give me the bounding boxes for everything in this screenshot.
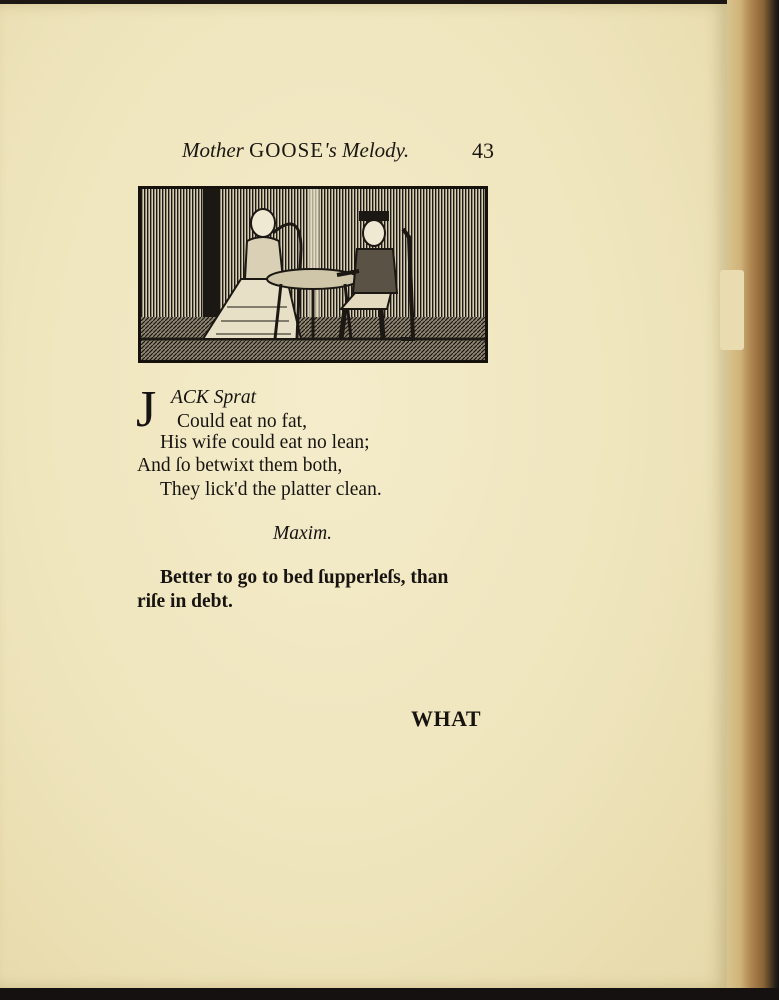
maxim-line-1: Better to go to bed ſupperleſs, than [160,567,449,588]
woodcut-illustration [138,186,488,363]
verse-line-5: They lick'd the platter clean. [160,479,382,500]
woodcut-image [141,189,485,360]
catchword: WHAT [411,706,482,731]
running-head [182,138,494,163]
maxim-heading: Maxim. [273,523,333,544]
running-head-caps: GOOSE [249,138,325,162]
running-head-italic-1: Mother [182,138,244,162]
bottom-shadow [0,988,779,1000]
page-tab [720,270,744,350]
page-edge [727,0,779,1000]
running-head-italic-2: 's Melody. [324,138,410,162]
verse-line-1: ACK Sprat [171,387,257,408]
verse-line-4: And ſo betwixt them both, [137,455,343,476]
drop-cap: J [136,381,157,438]
maxim-line-2: riſe in debt. [137,591,233,612]
page-number: 43 [472,138,494,163]
verse-line-3: His wife could eat no lean; [160,432,370,453]
verse-line-2: Could eat no fat, [177,411,307,432]
